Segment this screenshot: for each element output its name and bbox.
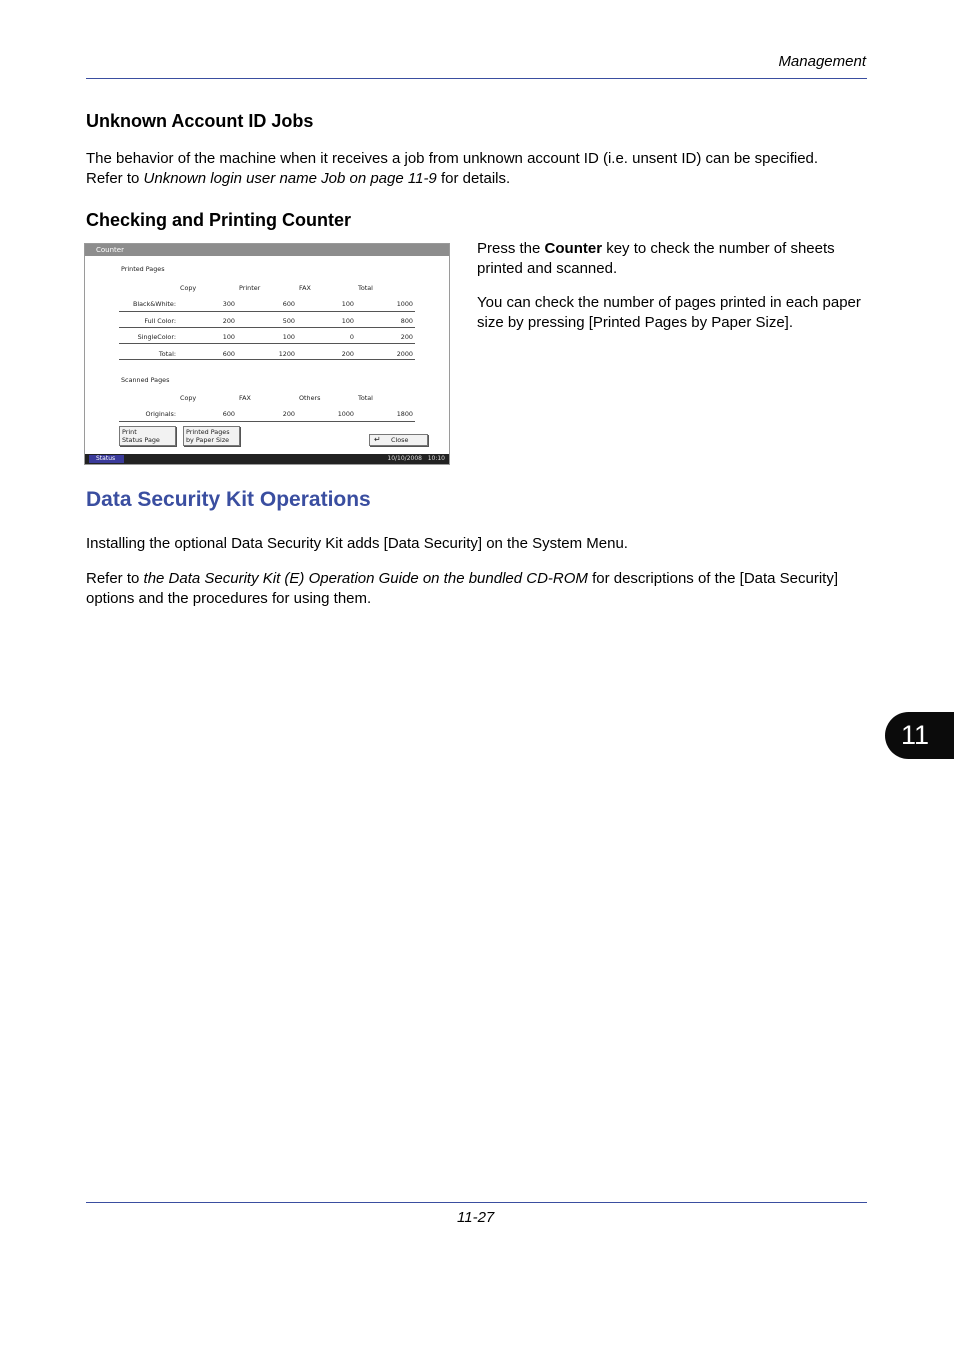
paper-size-line2: by Paper Size <box>186 436 230 444</box>
running-header: Management <box>778 53 866 70</box>
row-divider <box>119 311 415 312</box>
screen-title: Counter <box>85 244 449 256</box>
refer-suffix: for details. <box>436 169 511 187</box>
cell: 1000 <box>337 410 354 418</box>
cell: 100 <box>282 333 295 341</box>
row-divider <box>119 421 415 422</box>
cell: 100 <box>341 300 354 308</box>
cell: 1800 <box>396 410 413 418</box>
paper-size-line1: Printed Pages <box>186 428 230 436</box>
cell: 600 <box>222 410 235 418</box>
unknown-jobs-heading: Unknown Account ID Jobs <box>86 111 314 131</box>
cell: 300 <box>222 300 235 308</box>
cell: 200 <box>400 333 413 341</box>
cell: 200 <box>222 317 235 325</box>
refer-link[interactable]: Unknown login user name Job on page 11-9 <box>143 169 437 187</box>
scanned-col-copy: Copy <box>180 394 197 402</box>
row-label: Black&White: <box>132 300 176 308</box>
cell: 1200 <box>278 350 295 358</box>
unknown-jobs-paragraph <box>86 149 876 188</box>
printed-col-copy: Copy <box>180 284 197 292</box>
cell: 200 <box>341 350 354 358</box>
refer-prefix: Refer to <box>86 169 144 187</box>
scanned-col-others: Others <box>299 394 321 402</box>
cell: 200 <box>282 410 295 418</box>
status-time: 10:10 <box>427 455 445 462</box>
close-button[interactable] <box>369 434 428 446</box>
status-date: 10/10/2008 <box>387 455 422 462</box>
row-divider <box>119 359 415 360</box>
counter-screen <box>84 243 450 465</box>
p1-suffix: key to check the number of sheets printed and scanned. <box>477 240 835 277</box>
row-label: SingleColor: <box>137 333 176 341</box>
printed-col-total: Total <box>358 284 373 292</box>
row-label: Total: <box>158 350 176 358</box>
dsk-p2-suffix: for descriptions of the [Data Security] options and the procedures for using them. <box>86 570 839 607</box>
cell: 500 <box>282 317 295 325</box>
counter-paragraph-2: You can check the number of pages printed in each paper size by pressing [Printed Pages by Paper Size]. <box>477 294 861 331</box>
data-security-heading: Data Security Kit Operations <box>86 488 371 511</box>
status-button[interactable]: Status <box>89 455 124 463</box>
print-status-line2: Status Page <box>122 436 160 444</box>
status-datetime <box>387 454 445 464</box>
scanned-col-fax: FAX <box>239 394 251 402</box>
cell: 0 <box>349 333 354 341</box>
row-divider <box>119 343 415 344</box>
close-label: Close <box>391 436 409 444</box>
chapter-tab: 11 <box>885 712 954 759</box>
cell: 100 <box>222 333 235 341</box>
dsk-p2-guide: the Data Security Kit (E) Operation Guide on the bundled CD-ROM <box>143 570 588 587</box>
print-status-page-button[interactable] <box>119 426 176 446</box>
unknown-jobs-line1: The behavior of the machine when it receives a job from unknown account ID (i.e. unsent ID) can be specified. <box>86 150 819 167</box>
counter-heading: Checking and Printing Counter <box>86 210 352 230</box>
row-label: Originals: <box>145 410 176 418</box>
status-bar <box>85 454 449 464</box>
dsk-p2-prefix: Refer to <box>86 570 144 587</box>
header-rule <box>86 78 867 79</box>
footer-rule <box>86 1202 867 1203</box>
dsk-paragraph-1: Installing the optional Data Security Kit adds [Data Security] on the System Menu. <box>86 535 628 552</box>
cell: 600 <box>282 300 295 308</box>
row-divider <box>119 327 415 328</box>
printed-pages-by-paper-size-button[interactable] <box>183 426 240 446</box>
scanned-col-total: Total <box>358 394 373 402</box>
cell: 800 <box>400 317 413 325</box>
cell: 600 <box>222 350 235 358</box>
row-label: Full Color: <box>144 317 176 325</box>
counter-paragraph-1 <box>477 239 877 278</box>
print-status-line1: Print <box>122 428 137 436</box>
printed-col-printer: Printer <box>239 284 261 292</box>
cell: 2000 <box>396 350 413 358</box>
dsk-paragraph-2 <box>86 569 876 608</box>
p1-prefix: Press the <box>477 240 545 257</box>
printed-col-fax: FAX <box>299 284 311 292</box>
cell: 1000 <box>396 300 413 308</box>
enter-icon: ↵ <box>374 435 381 444</box>
printed-pages-label: Printed Pages <box>121 265 165 273</box>
page-number: 11-27 <box>457 1209 495 1226</box>
cell: 100 <box>341 317 354 325</box>
scanned-pages-label: Scanned Pages <box>121 376 170 384</box>
counter-key: Counter <box>544 240 603 257</box>
